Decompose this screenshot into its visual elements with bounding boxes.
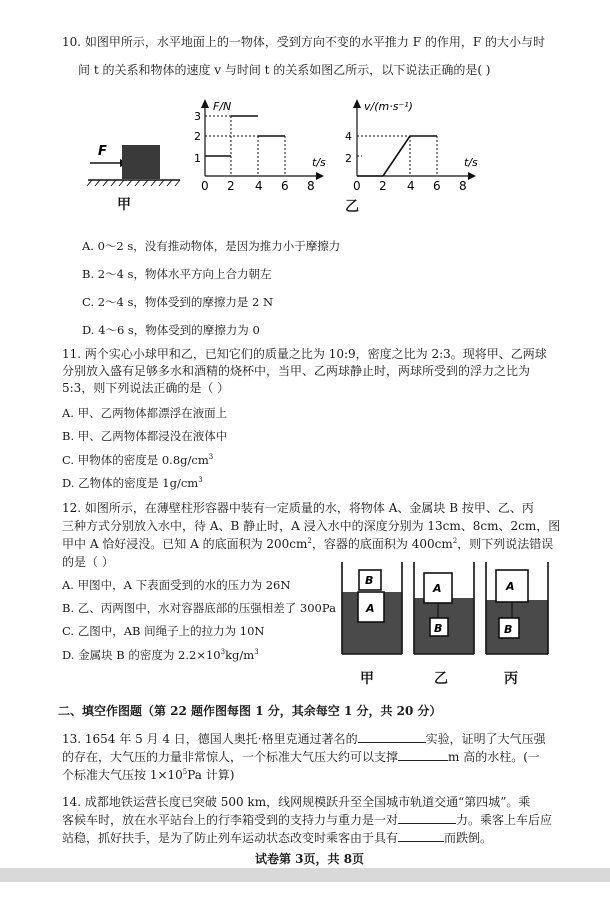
fig-bing-block-b: B <box>504 623 513 636</box>
q12-fig-label-bing: 丙 <box>504 671 518 687</box>
q12-stem-line4: 的是（ ） <box>62 555 114 569</box>
fig-bing-block-a: A <box>506 580 515 593</box>
graph2-xlabel: t/s <box>464 156 478 169</box>
q13-line3: 个标准大气压按 $1\times 10^5Pa$ 计算) <box>62 768 235 782</box>
q10-option-b: B. 2～4 s，物体水平方向上合力朝左 <box>82 267 272 281</box>
graph1-xtick-0: 0 <box>201 179 209 193</box>
q13-blank-1[interactable] <box>358 731 426 743</box>
fig-yi-block-a: A <box>433 582 442 595</box>
q11-option-b: B. 甲、乙两物体都浸没在液体中 <box>62 429 228 443</box>
graph2-xtick-2: 2 <box>379 179 387 193</box>
q10-graph-velocity <box>340 96 490 196</box>
q14-line3: 站稳，抓好扶手，是为了防止列车运动状态改变时乘客由于具有 而跌倒。 <box>62 831 493 845</box>
q10-fig-label-yi: 乙 <box>345 199 359 215</box>
graph2-xtick-6: 6 <box>433 179 441 193</box>
q11-option-a: A. 甲、乙两物体都漂浮在液面上 <box>62 406 228 420</box>
q11-stem-line1: 11. 两个实心小球甲和乙，已知它们的质量之比为 10:9，密度之比为 2:3。现将甲、乙两球 <box>62 347 547 361</box>
graph1-xtick-2: 2 <box>227 179 235 193</box>
footer-bar <box>0 868 610 882</box>
q11-stem-line2: 分别放入盛有足够多水和酒精的烧杯中，当甲、乙两球静止时，两球所受到的浮力之比为 <box>62 364 531 378</box>
q11-option-d: D. 乙物体的密度是 $1g/cm^3$ <box>62 476 203 490</box>
q12-containers-figure <box>336 558 554 663</box>
q12-fig-label-yi: 乙 <box>434 671 448 687</box>
graph2-xtick-0: 0 <box>353 179 361 193</box>
q10-stem-line1: 10. 如图甲所示，水平地面上的一物体，受到方向不变的水平推力 F 的作用，F 的大小与时 <box>62 35 545 49</box>
q14-line1: 14. 成都地铁运营长度已突破 500 km，线网规模跃升至全国城市轨道交通“第四城”。乘 <box>62 795 531 809</box>
q11-stem-line3: 5:3，则下列说法正确的是（ ） <box>62 381 230 395</box>
q14-blank-2[interactable] <box>398 830 444 842</box>
q12-option-c: C. 乙图中，AB 间绳子上的拉力为 10N <box>62 624 265 638</box>
q13-line1: 13. 1654 年 5 月 4 日，德国人奥托·格里克通过著名的 实验，证明了大气压强 <box>62 732 546 746</box>
q13-blank-2[interactable] <box>398 749 448 761</box>
q14-blank-1[interactable] <box>398 812 456 824</box>
graph1-ylabel: F/N <box>213 100 232 113</box>
q10-stem-line2: 间 t 的关系和物体的速度 v 与时间 t 的关系如图乙所示，以下说法正确的是( ) <box>78 63 491 77</box>
q12-stem-line2: 三种方式分别放入水中，待 A、B 静止时，A 浸入水中的深度分别为 13cm、8cm、2cm，图 <box>62 519 561 533</box>
graph1-xlabel: t/s <box>312 156 326 169</box>
graph2-ylabel: v/(m·s⁻¹) <box>364 100 413 113</box>
q10-option-c: C. 2～4 s，物体受到的摩擦力是 2 N <box>82 295 274 309</box>
q10-fig-label-jia: 甲 <box>117 197 131 213</box>
graph1-xtick-6: 6 <box>281 179 289 193</box>
q13-line2: 的存在，大气压的力量非常惊人，一个标准大气压大约可以支撑 m 高的水柱。(一 <box>62 750 540 764</box>
q10-option-d: D. 4～6 s，物体受到的摩擦力为 0 <box>82 323 260 337</box>
q12-option-b: B. 乙、丙两图中，水对容器底部的压强相差了 300Pa <box>62 601 336 615</box>
q12-stem-line3: 甲中 A 恰好浸没。已知 A 的底面积为 $200cm^2$，容器的底面积为 $400cm^2$，则下列说法错误 <box>62 537 554 551</box>
fig-jia-block-b: B <box>365 574 374 587</box>
fig-jia-block-a: A <box>366 602 375 615</box>
q12-stem-line1: 12. 如图所示，在薄壁柱形容器中装有一定质量的水，将物体 A、金属块 B 按甲、乙、丙 <box>62 501 534 515</box>
q10-fig-block <box>84 135 184 190</box>
graph1-xtick-4: 4 <box>255 179 263 193</box>
section2-title: 二、填空作图题（第 22 题作图每图 1 分，其余每空 1 分，共 20 分） <box>58 704 442 718</box>
q12-option-a: A. 甲图中，A 下表面受到的水的压力为 26N <box>62 578 291 592</box>
graph1-ytick-2: 2 <box>194 130 201 143</box>
q12-option-d: D. 金属块 B 的密度为 $2.2\times 10^3kg/m^3$ <box>62 648 259 662</box>
graph2-xtick-4: 4 <box>407 179 415 193</box>
graph1-xtick-8: 8 <box>307 179 315 193</box>
q14-line2: 客候车时，放在水平站台上的行李箱受到的支持力与重力是一对 力。乘客上车后应 <box>62 813 553 827</box>
graph2-ytick-4: 4 <box>345 130 352 143</box>
fig-yi-block-b: B <box>434 622 443 635</box>
graph2-xtick-8: 8 <box>459 179 467 193</box>
force-label: F <box>98 144 107 159</box>
q10-option-a: A. 0～2 s，没有推动物体，是因为推力小于摩擦力 <box>82 239 341 253</box>
graph2-ytick-2: 2 <box>345 152 352 165</box>
page-footer: 试卷第 3页，共 8页 <box>255 852 365 866</box>
q12-fig-label-jia: 甲 <box>360 671 374 687</box>
graph1-ytick-3: 3 <box>194 110 201 123</box>
graph1-ytick-1: 1 <box>194 152 201 165</box>
q10-graph-force <box>188 96 338 196</box>
q11-option-c: C. 甲物体的密度是 $0.8g/cm^3$ <box>62 453 214 467</box>
